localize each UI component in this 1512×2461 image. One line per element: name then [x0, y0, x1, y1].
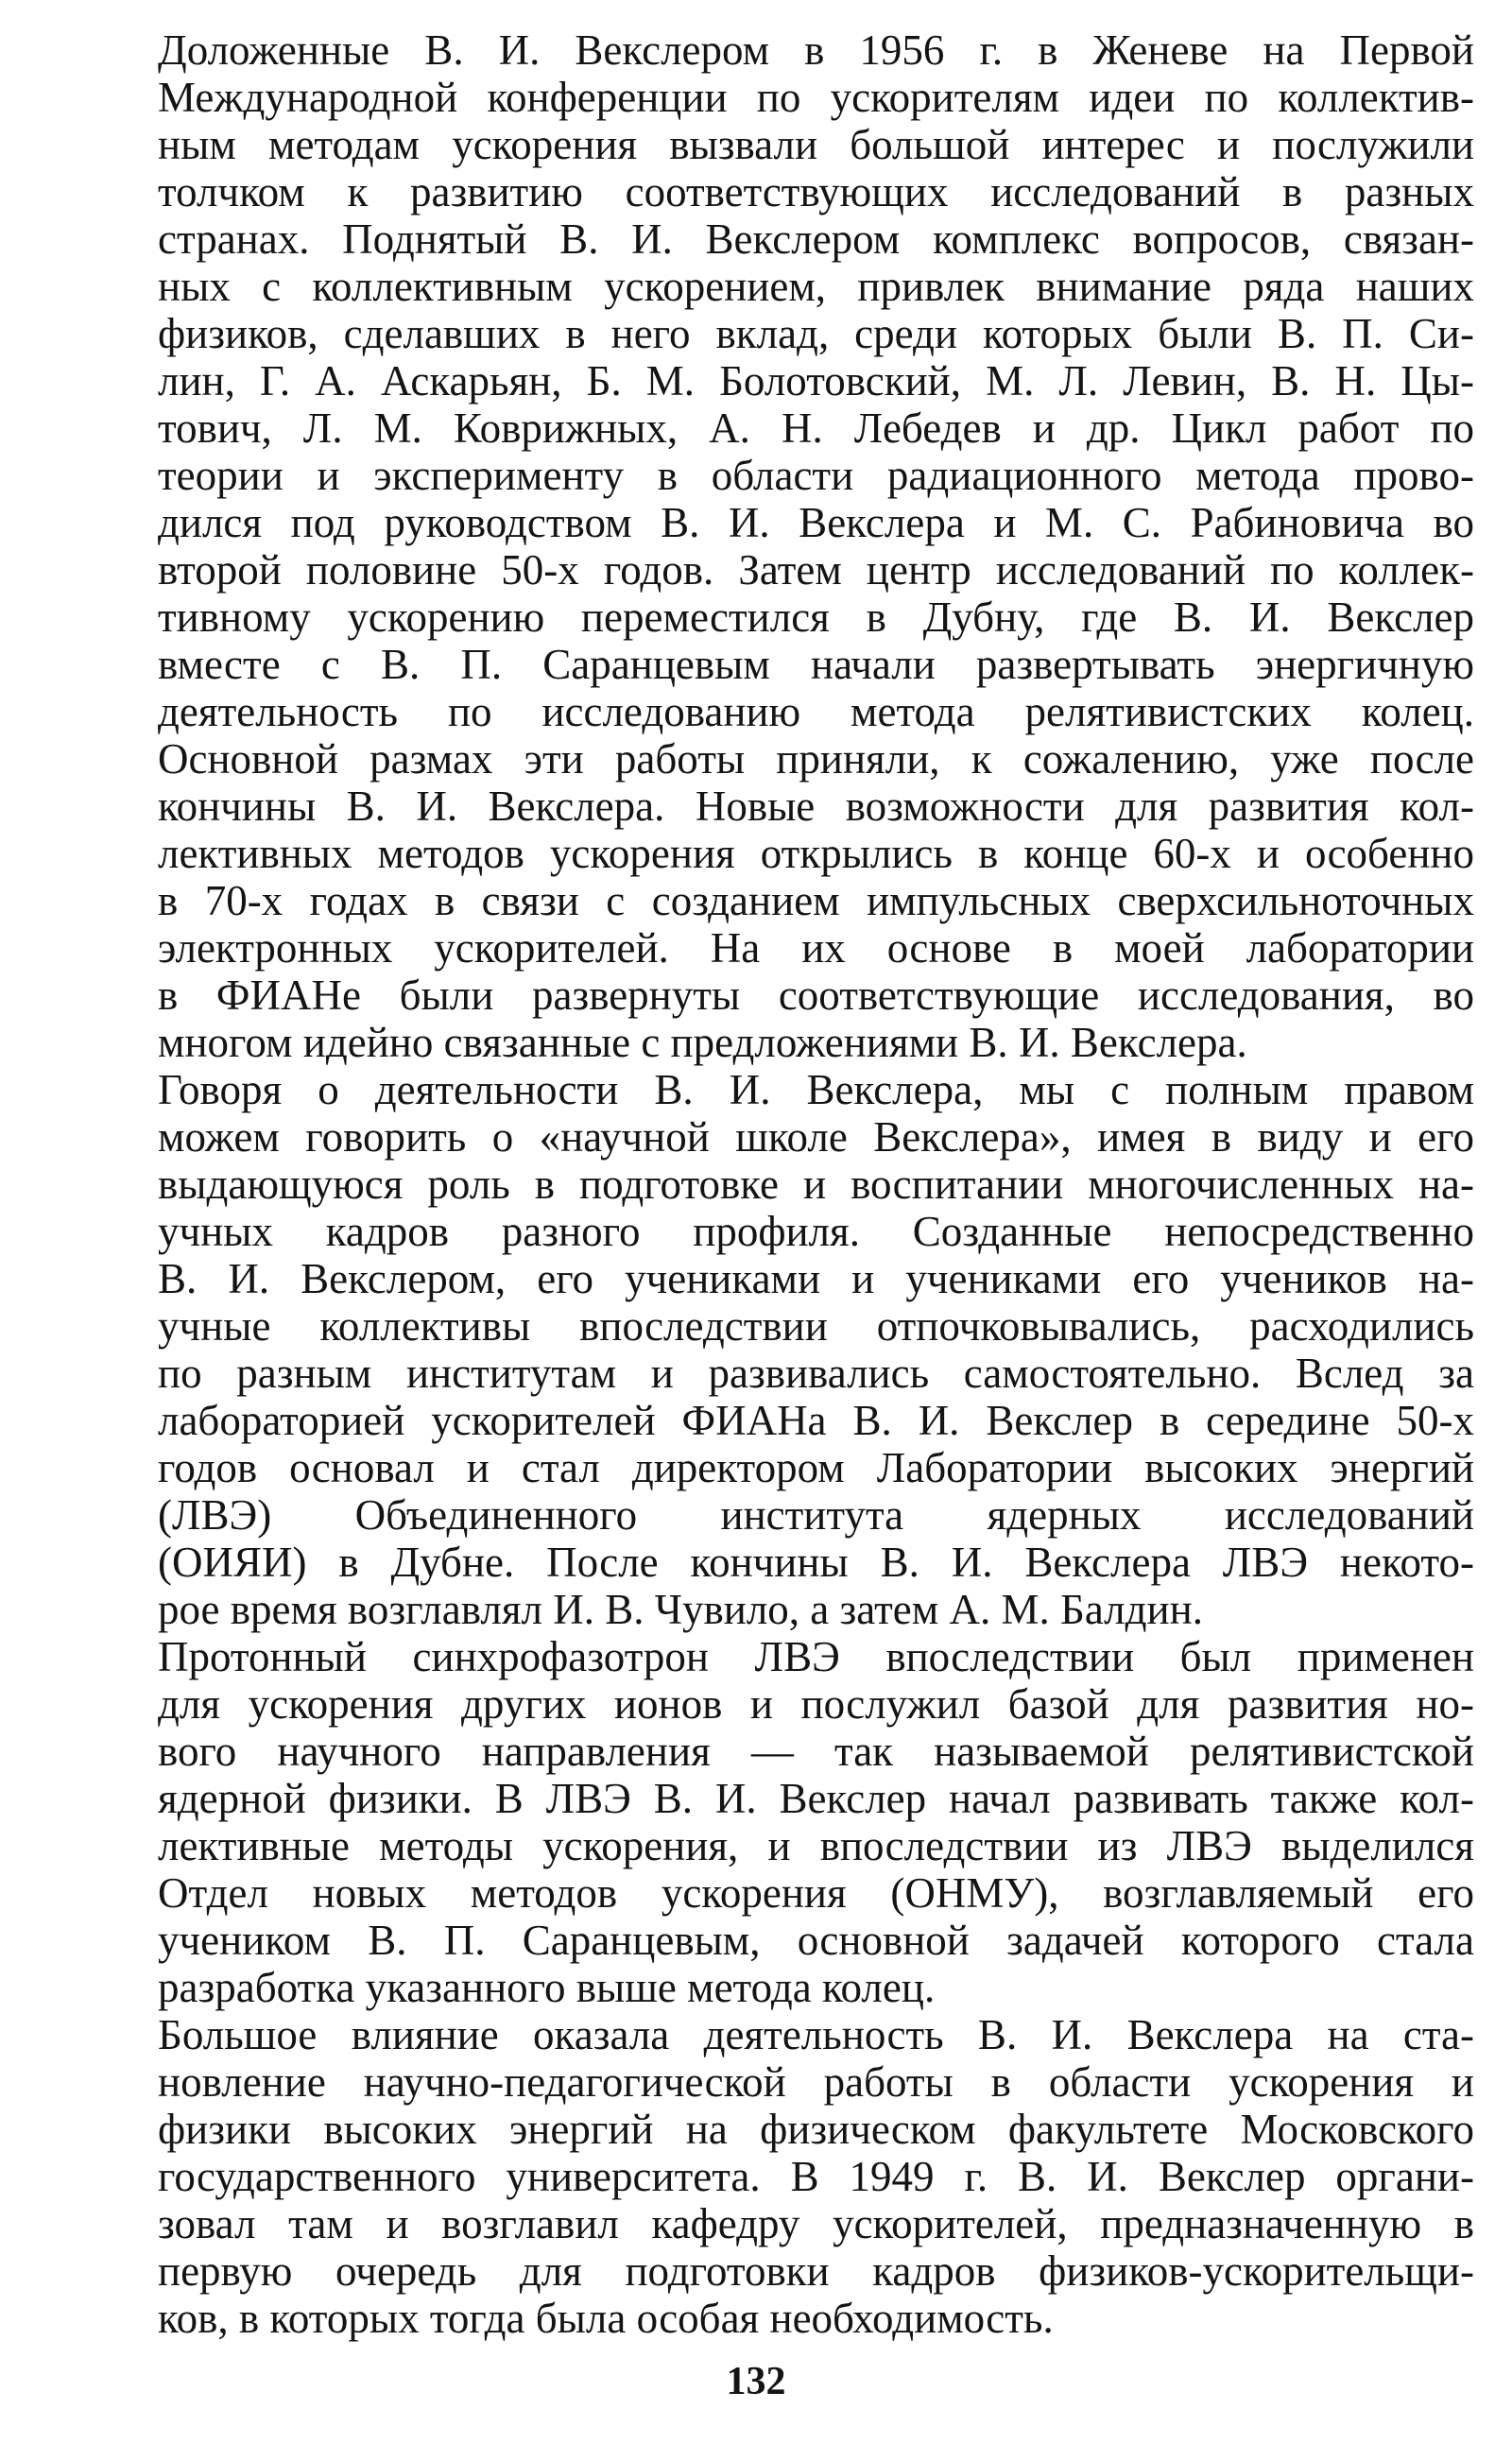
- text-line: второй половине 50-х годов. Затем центр исследований по коллек-: [158, 546, 1474, 594]
- text-line: по разным институтам и развивались самостоятельно. Вслед за: [158, 1350, 1474, 1397]
- text-line: зовал там и возглавил кафедру ускорителей, предназначенную в: [158, 2200, 1474, 2247]
- text-line: рое время возглавлял И. В. Чувило, а затем А. М. Балдин.: [158, 1586, 1203, 1633]
- text-line: вместе с В. П. Саранцевым начали развертывать энергичную: [158, 641, 1474, 688]
- text-line: ядерной физики. В ЛВЭ В. И. Векслер начал развивать также кол-: [158, 1775, 1474, 1822]
- text-line: Отдел новых методов ускорения (ОНМУ), возглавляемый его: [158, 1869, 1474, 1917]
- text-line: В. И. Векслером, его учениками и учениками его учеников на-: [158, 1255, 1474, 1302]
- text-line: теории и эксперименту в области радиационного метода прово-: [158, 452, 1474, 499]
- text-line: годов основал и стал директором Лаборатории высоких энергий: [158, 1444, 1474, 1491]
- text-line: Протонный синхрофазотрон ЛВЭ впоследствии был применен: [158, 1633, 1474, 1680]
- text-line: лективные методы ускорения, и впоследствии из ЛВЭ выделился: [158, 1822, 1474, 1869]
- text-line: деятельность по исследованию метода релятивистских колец.: [158, 688, 1474, 735]
- text-line: разработка указанного выше метода колец.: [158, 1964, 936, 2011]
- text-line: в 70-х годах в связи с созданием импульсных сверхсильноточных: [158, 877, 1474, 924]
- text-line: лин, Г. А. Аскарьян, Б. М. Болотовский, М. Л. Левин, В. Н. Цы-: [158, 357, 1474, 404]
- text-line: учные коллективы впоследствии отпочковывались, расходились: [158, 1302, 1474, 1350]
- text-line: выдающуюся роль в подготовке и воспитании многочисленных на-: [158, 1161, 1474, 1208]
- text-line: можем говорить о «научной школе Векслера», имея в виду и его: [158, 1113, 1474, 1161]
- text-line: Международной конференции по ускорителям идеи по коллектив-: [158, 74, 1474, 121]
- text-line: первую очередь для подготовки кадров физиков-ускорительщи-: [158, 2247, 1474, 2295]
- text-line: электронных ускорителей. На их основе в моей лаборатории: [158, 924, 1474, 972]
- document-body: [99, 26, 1474, 2342]
- text-line: в ФИАНе были развернуты соответствующие исследования, во: [158, 972, 1474, 1019]
- paragraph-2: [99, 1066, 1474, 1633]
- text-line: (ОИЯИ) в Дубне. После кончины В. И. Векслера ЛВЭ некото-: [158, 1539, 1474, 1586]
- text-line: физики высоких энергий на физическом факультете Московского: [158, 2106, 1474, 2153]
- text-line: многом идейно связанные с предложениями В. И. Векслера.: [158, 1019, 1247, 1066]
- text-line: государственного университета. В 1949 г. В. И. Векслер органи-: [158, 2153, 1474, 2200]
- text-line: Большое влияние оказала деятельность В. И. Векслера на ста-: [158, 2011, 1474, 2058]
- text-line: для ускорения других ионов и послужил базой для развития но-: [158, 1680, 1474, 1728]
- text-line: лабораторией ускорителей ФИАНа В. И. Векслер в середине 50-х: [158, 1397, 1474, 1444]
- paragraph-3: [99, 1633, 1474, 2011]
- text-line: Основной размах эти работы приняли, к сожалению, уже после: [158, 735, 1474, 783]
- paragraph-4: [99, 2011, 1474, 2342]
- page-number: 132: [726, 2360, 786, 2403]
- text-line: (ЛВЭ) Объединенного института ядерных исследований: [158, 1491, 1474, 1539]
- text-line: странах. Поднятый В. И. Векслером комплекс вопросов, связан-: [158, 215, 1474, 263]
- text-line: физиков, сделавших в него вклад, среди которых были В. П. Си-: [158, 310, 1474, 357]
- text-line: новление научно-педагогической работы в области ускорения и: [158, 2058, 1474, 2106]
- text-line: тович, Л. М. Коврижных, А. Н. Лебедев и др. Цикл работ по: [158, 404, 1474, 452]
- text-line: ным методам ускорения вызвали большой интерес и послужили: [158, 121, 1474, 168]
- text-line: лективных методов ускорения открылись в конце 60-х и особенно: [158, 830, 1474, 877]
- text-line: учеником В. П. Саранцевым, основной задачей которого стала: [158, 1917, 1474, 1964]
- text-line: дился под руководством В. И. Векслера и М. С. Рабиновича во: [158, 499, 1474, 546]
- text-line: учных кадров разного профиля. Созданные непосредственно: [158, 1208, 1474, 1255]
- text-line: Говоря о деятельности В. И. Векслера, мы с полным правом: [158, 1066, 1474, 1113]
- text-line: Доложенные В. И. Векслером в 1956 г. в Женеве на Первой: [158, 26, 1474, 74]
- text-line: кончины В. И. Векслера. Новые возможности для развития кол-: [158, 783, 1474, 830]
- text-line: толчком к развитию соответствующих исследований в разных: [158, 168, 1474, 215]
- text-line: вого научного направления — так называемой релятивистской: [158, 1728, 1474, 1775]
- text-line: тивному ускорению переместился в Дубну, где В. И. Векслер: [158, 594, 1474, 641]
- paragraph-1: [99, 26, 1474, 1066]
- text-line: ков, в которых тогда была особая необходимость.: [158, 2295, 1054, 2342]
- text-line: ных с коллективным ускорением, привлек внимание ряда наших: [158, 263, 1474, 310]
